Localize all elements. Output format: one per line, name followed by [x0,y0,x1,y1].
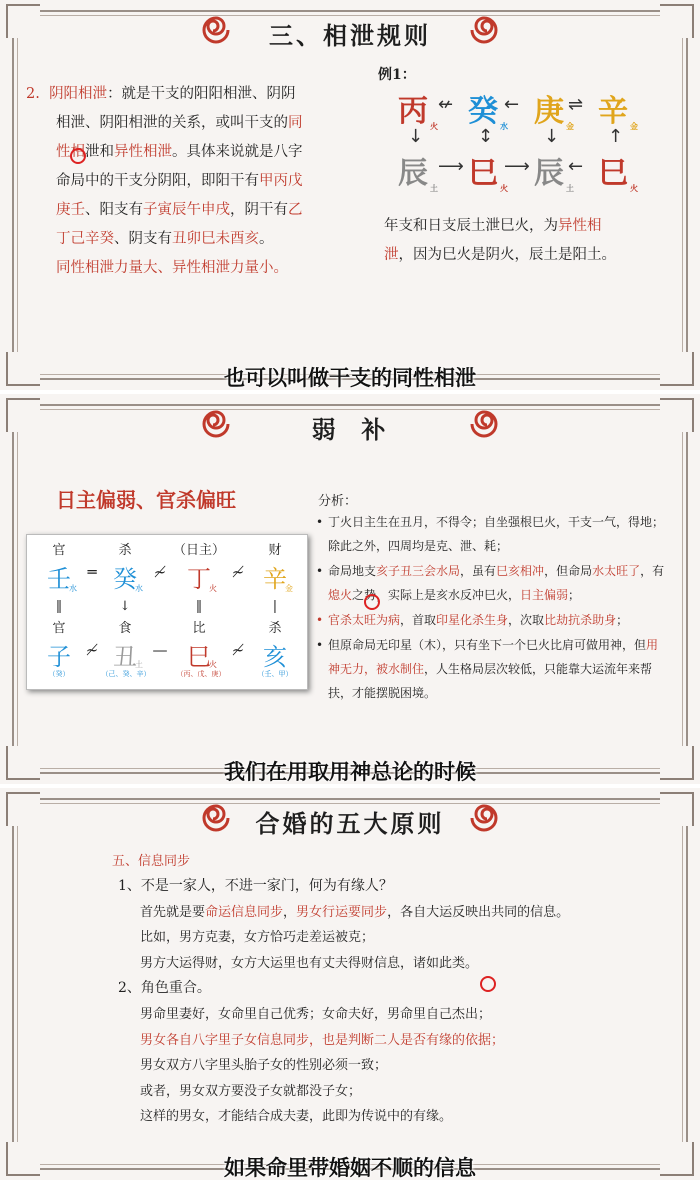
element-label: 火 [500,183,508,193]
analysis-text: 但原命局无印星（木），只有坐下一个巳火比肩可做用神，但 [328,638,647,652]
branch-char: 丑 [113,643,137,671]
rule-line: 。具体来说就是八字 [172,144,303,160]
mouse-cursor-icon [364,594,380,610]
rule-line: 、阳支有 [85,202,143,218]
rule-term: 子寅辰午申戌 [143,202,230,218]
analysis-term: 巳亥相冲 [496,564,545,578]
analysis-text: ，首取 [400,613,437,627]
slide-title: 合婚的五大原则 [255,809,445,838]
principle-text-span: ，各自大运反映出共同的信息。 [387,904,570,920]
analysis-text: ，人生格局层次较低，只能靠大运流年来帮扶，才能摆脱困境。 [328,662,653,700]
relation-arrow: ← [504,94,520,115]
rule-text [26,80,366,283]
stem-glyph [398,86,438,131]
branch-char: 辰 [534,156,564,191]
rule-line: 泄和 [85,144,114,160]
rule-line: ：就是干支的阳阳相泄、阴阴 [107,86,296,102]
principle-term: 命运信息同步 [205,904,284,920]
video-caption: 我们在用取用神总论的时候 [224,760,476,784]
video-caption: 也可以叫做干支的同性相泄 [224,366,476,390]
element-label: 土 [430,183,438,193]
note-line: ，因为巳火是阴火，辰土是阳土。 [398,247,616,263]
pillar-label: 杀 [118,543,132,558]
pillar-label: （日主） [172,543,225,558]
pillar-label: 食 [118,621,132,636]
principle-text-span: ， [283,904,297,920]
relation-arrow: ↑ [608,126,624,147]
branch-glyph [534,148,574,193]
headline: 日主偏弱、官杀偏旺 [56,488,236,512]
rule-summary: 同性相泄力量大、异性相泄力量小。 [56,260,288,276]
pillar-label: 官 [52,621,66,636]
branch-char: 子 [47,643,71,671]
rule-line: 相泄、阴阳相泄的关系，或叫干支的 [56,115,288,131]
analysis-text: ，虽有 [460,564,497,578]
principle-line: 1、不是一家人，不进一家门，何为有缘人？ [118,878,393,894]
branch-char: 辰 [398,156,428,191]
slide-panel-1 [0,0,700,390]
principle-line: 男方大运得财，女方大运里也有丈夫得财信息，诸如此类。 [140,955,479,971]
rule-term: 同 [288,115,303,131]
element-label: 金 [566,121,574,131]
example-note [384,212,674,270]
relation-symbol: ≁ [231,563,245,581]
hidden-stems: （癸） [48,670,70,678]
branch-glyph [398,148,438,193]
rule-term: 乙 [288,202,303,218]
rule-term: 甲丙戊 [259,173,303,189]
rule-term: 丁己辛癸 [56,231,114,247]
principle-text [118,874,678,1130]
slide-panel-3 [0,788,700,1180]
branch-char: 巳 [468,156,498,191]
element-label: 火 [209,660,217,669]
element-label: 水 [500,121,508,131]
relation-symbol: ≁ [153,563,167,581]
element-label: 水 [69,584,77,593]
relation-symbol: — [152,641,168,659]
element-label: 水 [135,584,143,593]
stem-glyph [534,86,574,131]
relation-arrow: ↓ [544,126,560,147]
note-term: 异性相 [558,218,602,234]
stem-char: 癸 [468,94,498,129]
element-label: 土 [135,660,143,669]
hidden-stems: （壬、甲） [257,670,293,678]
stem-glyph [598,86,638,131]
principle-term: 男女行运要同步 [296,904,388,920]
element-label: 火 [209,584,217,593]
stem-char: 辛 [263,565,287,593]
principle-line: 比如，男方克妻，女方恰巧走差运被克； [140,930,375,946]
stem-char: 辛 [598,94,628,129]
analysis-term: 用神无力，被水制住 [328,638,659,676]
pillar-label: 比 [192,621,206,636]
note-line: 年支和日支辰土泄巳火，为 [384,218,558,234]
relation-arrow: ⟶ [504,156,530,177]
element-label: 金 [630,121,638,131]
relation-arrow: ↕ [478,126,494,147]
item-number: 2. [26,86,40,102]
principle-line: 男女双方八字里头胎子女的性别必须一致； [140,1058,388,1074]
video-caption: 如果命里带婚姻不顺的信息 [224,1156,476,1180]
analysis-text: ； [616,613,629,627]
branch-char: 亥 [263,643,287,671]
analysis-term: 日主偏弱 [520,588,569,602]
analysis-term: 水太旺了 [592,564,641,578]
stem-char: 丁 [187,565,211,593]
section-heading: 五、信息同步 [112,854,191,869]
principle-line: 这样的男女，才能结合成夫妻，此即为传说中的有缘。 [140,1109,453,1125]
rule-term: 异性相泄 [114,144,172,160]
analysis-term: 比劫抗杀助身 [544,613,617,627]
bazi-chart [26,534,308,690]
slide-title: 三、相泄规则 [269,21,431,50]
rule-term: 庚壬 [56,202,85,218]
rule-term: 性 [56,144,71,160]
note-term: 泄 [384,247,399,263]
principle-line: 男女各自八字里子女信息同步，也是判断二人是否有缘的依据； [140,1032,505,1048]
element-label: 金 [285,584,293,593]
element-label: 火 [630,183,638,193]
pillar-label: 财 [268,543,282,558]
hidden-stems: （己、癸、辛） [101,670,151,678]
mouse-cursor-icon [70,148,86,164]
relation-symbol: ↓ [119,599,131,614]
analysis-term: 亥子丑三会水局 [376,564,461,578]
hidden-stems: （丙、戊、庚） [176,670,226,678]
principle-text-span: 首先就是要 [140,904,206,920]
relation-arrow: ⟶ [438,156,464,177]
stem-char: 壬 [47,565,71,593]
analysis-text: ，有 [640,564,665,578]
branch-char: 巳 [187,643,211,671]
analysis-term: 熄火 [328,588,353,602]
principle-line: 男命里妻好，女命里自己优秀；女命夫好，男命里自己杰出； [140,1006,492,1022]
rule-line: ，阴干有 [230,202,288,218]
analysis-text: 之势，实际上是亥水反冲巳火， [352,588,521,602]
principle-line: 2、角色重合。 [118,980,211,997]
relation-arrow: ⇌ [568,94,584,115]
stem-glyph [468,86,508,131]
analysis-item [316,633,668,705]
analysis-text: 命局地支 [328,564,377,578]
example-label: 例1： [378,67,416,83]
element-label: 土 [566,183,574,193]
analysis-text: ，次取 [508,613,545,627]
analysis-term: 官杀太旺为病 [328,613,401,627]
rule-line: 命局中的干支分阴阳，即阳干有 [56,173,259,189]
rule-line: 、阴支有 [114,231,172,247]
analysis-label: 分析： [318,494,358,509]
relation-arrow: ↓ [408,126,424,147]
slide-title: 弱 补 [311,415,389,444]
relation-symbol: ≁ [231,641,245,659]
stem-char: 癸 [113,565,137,593]
stem-char: 丙 [398,94,428,129]
relation-symbol: ≁ [85,641,99,659]
relation-symbol: ‖ [195,599,203,614]
rule-term: 相 [70,144,85,160]
branch-char: 巳 [598,156,628,191]
relation-arrow: ↚ [438,94,454,115]
branch-glyph [468,148,508,193]
analysis-text: ； [568,588,581,602]
element-label: 火 [430,121,438,131]
principle-line: 或者，男女双方要没子女就都没子女； [140,1083,362,1099]
rule-term: 丑卯巳未酉亥 [172,231,259,247]
stem-char: 庚 [534,94,564,129]
analysis-item: • 丁火日主生在丑月，不得令；自坐强根巳火，干支一气，得地；除此之外，四周均是克、泄、耗； [316,510,668,558]
rule-line: 。 [259,231,274,247]
analysis-term: 印星化杀生身 [436,613,509,627]
relation-symbol: | [272,599,278,614]
relation-arrow: ← [568,156,584,177]
slide-panel-2 [0,394,700,784]
mouse-cursor-icon [480,976,496,992]
analysis-text: ，但命局 [544,564,593,578]
analysis-item [316,608,668,632]
rule-term: 阴阳相泄 [49,86,108,102]
pillar-label: 杀 [268,621,282,636]
branch-glyph [598,148,638,193]
relation-symbol: ‖ [55,599,63,614]
pillar-label: 官 [52,543,66,558]
relation-symbol: ═ [87,563,97,581]
